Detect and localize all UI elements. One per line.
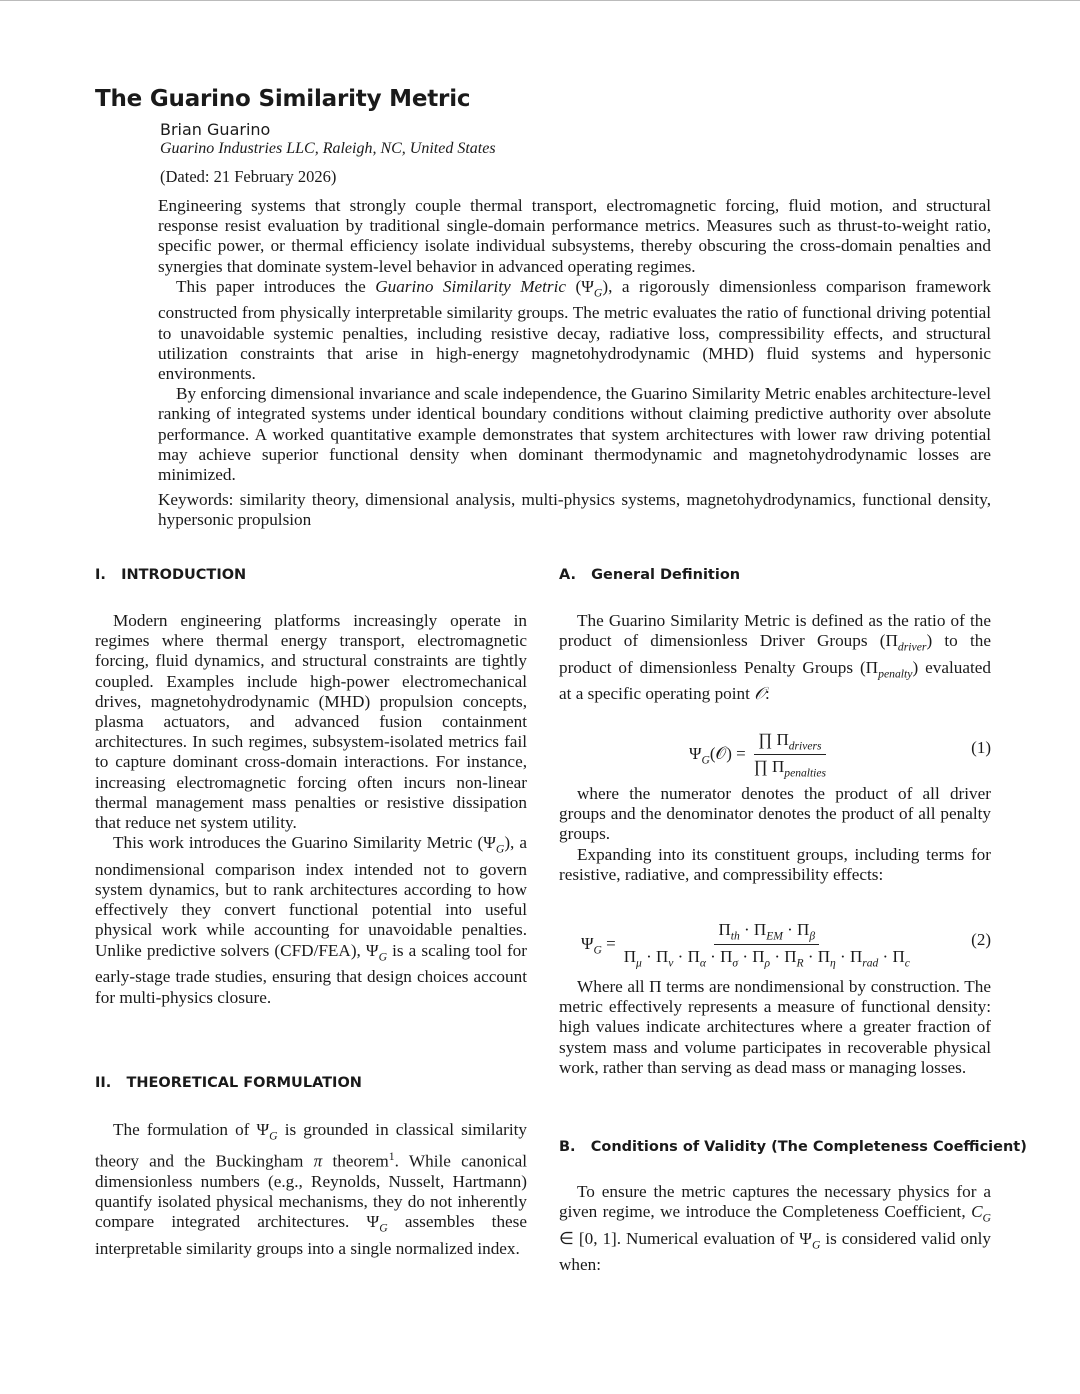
introduction-body bbox=[95, 611, 527, 1008]
text-run: ∏ Π bbox=[753, 757, 785, 777]
text-run: Engineering systems that strongly couple thermal transport, electromagnetic forcing, fluid motion, and structural response resist evaluation by traditional single-domain performance metrics. Measures such as thrust-to-weight ratio, specific power, or thermal efficiency isolate individual subsystems, thereby obscuring the cross-domain penalties and synergies that dominate system-level behavior in advanced operating regimes. bbox=[158, 196, 991, 276]
fraction bbox=[750, 730, 830, 780]
section-title: INTRODUCTION bbox=[121, 567, 247, 583]
subscript: c bbox=[904, 956, 910, 970]
subscript: G bbox=[593, 943, 602, 957]
theory-body bbox=[95, 1120, 527, 1259]
page-top-border bbox=[0, 0, 1080, 1]
text-run: ∈ [0, 1]. Numerical evaluation of Ψ bbox=[559, 1228, 812, 1248]
text-run: Ψ bbox=[581, 933, 594, 953]
text-run: where the numerator denotes the product of all driver groups and the denominator denotes the product of all penalty groups. bbox=[559, 784, 991, 844]
paragraph bbox=[95, 611, 527, 833]
equation-lhs bbox=[689, 744, 746, 766]
subscript: penalties bbox=[784, 766, 826, 780]
text-run: 𝒪 bbox=[754, 684, 766, 704]
date-line: (Dated: 21 February 2026) bbox=[160, 167, 337, 186]
denominator bbox=[620, 945, 914, 969]
section-number: II. bbox=[95, 1075, 112, 1091]
validity-body bbox=[559, 1182, 991, 1276]
text-run: Where all Π terms are nondimensional by construction. The metric effectively represents a measure of functional density: high values indicate architectures where a greater fraction of system mass and volume participates in recoverable physical work, rather than serving as dead mass or managing losses. bbox=[559, 977, 991, 1077]
subscript: EM bbox=[766, 929, 783, 943]
text-run: · Π bbox=[803, 947, 831, 967]
section-title: General Definition bbox=[591, 567, 741, 583]
text-run: (𝒪) = bbox=[709, 743, 746, 763]
text-run: · Π bbox=[673, 947, 700, 967]
equation-1 bbox=[559, 730, 991, 780]
subscript: driver bbox=[897, 640, 927, 654]
paragraph bbox=[95, 1120, 527, 1259]
subscript: σ bbox=[732, 956, 739, 970]
subscript: rad bbox=[862, 956, 879, 970]
text-run: ) to the product of dimensionless Penalty Groups (Π bbox=[559, 631, 991, 677]
subscript: G bbox=[269, 1129, 278, 1143]
text-run: This paper introduces the bbox=[176, 276, 376, 296]
paragraph bbox=[158, 196, 991, 277]
denominator bbox=[750, 755, 830, 779]
subscript: R bbox=[796, 956, 804, 970]
text-run: The formulation of Ψ bbox=[113, 1120, 270, 1139]
section-number: B. bbox=[559, 1139, 576, 1155]
paragraph bbox=[95, 833, 527, 1008]
author-name: Brian Guarino bbox=[160, 120, 271, 139]
text-run: is grounded in classical similarity theory and the Buckingham bbox=[95, 1120, 527, 1171]
text-run: C bbox=[971, 1202, 983, 1222]
numerator bbox=[714, 920, 819, 945]
subscript: drivers bbox=[788, 739, 822, 753]
author-affiliation: Guarino Industries LLC, Raleigh, NC, United States bbox=[160, 140, 496, 157]
subscript: G bbox=[378, 950, 388, 964]
subscript: η bbox=[830, 956, 836, 970]
text-run: · Π bbox=[705, 947, 733, 967]
subscript: G bbox=[379, 1221, 388, 1235]
text-run: is a scaling tool for early-stage trade studies, ensuring that design choices account for multi-physics closure. bbox=[95, 940, 527, 1007]
text-run: is considered valid only when: bbox=[559, 1228, 991, 1275]
text-run: ) evaluated at a specific operating point bbox=[559, 657, 991, 704]
text-run: . While canonical dimensionless numbers (e.g., Reynolds, Nusselt, Hartmann) quantify isolated physical mechanisms, they do not inherently compare integrated architectures. Ψ bbox=[95, 1151, 527, 1231]
paper-title: The Guarino Similarity Metric bbox=[95, 86, 471, 112]
subsection-heading-validity bbox=[559, 1139, 1027, 1155]
paragraph bbox=[559, 784, 991, 845]
subscript: G bbox=[811, 1238, 821, 1252]
text-run: theorem bbox=[322, 1151, 389, 1171]
subscript: ρ bbox=[764, 956, 771, 970]
keywords: Keywords: similarity theory, dimensional analysis, multi-physics systems, magnetohydrodynamics, functional density, hypersonic propulsion bbox=[158, 490, 991, 530]
paragraph bbox=[559, 977, 991, 1078]
text-run: Expanding into its constituent groups, including terms for resistive, radiative, and compressibility effects: bbox=[559, 844, 991, 884]
text-run: · Π bbox=[770, 947, 797, 967]
text-run: · Π bbox=[782, 920, 810, 939]
section-heading-introduction bbox=[95, 567, 246, 583]
equation-number: (2) bbox=[971, 930, 991, 949]
text-run: · Π bbox=[835, 947, 863, 967]
fraction bbox=[620, 920, 914, 970]
text-run: The Guarino Similarity Metric is defined as the ratio of the product of dimensionless Driver Groups (Π bbox=[559, 611, 991, 651]
general-definition-body-continued bbox=[559, 784, 991, 885]
text-run: Modern engineering platforms increasingly operate in regimes where thermal energy transport, electromagnetic forcing, fluid dynamics, and structural constraints are tightly coupled. Examples include high-power electromechanical drives, magnetohydrodynamic (MHD) propulsion concepts, plasma actuators, and advanced fusion containment architectures. In such regimes, subsystem-isolated metrics fail to capture dominant cross-domain interactions. For instance, increasing electromagnetic forcing often incurs non-linear thermal management mass penalties or resistive dissipation that reduce net system utility. bbox=[95, 611, 527, 833]
superscript: 1 bbox=[388, 1149, 395, 1163]
text-run: ), a nondimensional comparison index intended not to govern system dynamics, but to rank architectures according to how effectively they convert functional potential into useful physical work while accounting for unavoidable penalties. Unlike predictive solvers (CFD/FEA), Ψ bbox=[95, 833, 527, 960]
subscript: th bbox=[730, 929, 740, 943]
text-run: This work introduces the Guarino Similarity Metric (Ψ bbox=[113, 833, 496, 853]
general-definition-body-end bbox=[559, 977, 991, 1078]
text-run: Guarino Similarity Metric bbox=[375, 276, 567, 296]
subscript: v bbox=[668, 956, 674, 970]
subscript: G bbox=[701, 753, 710, 767]
text-run: · Π bbox=[641, 947, 669, 967]
text-run: Π bbox=[718, 920, 731, 939]
subscript: β bbox=[809, 929, 816, 943]
text-run: To ensure the metric captures the necessary physics for a given regime, we introduce the Completeness Coefficient, bbox=[559, 1182, 991, 1222]
text-run: = bbox=[601, 933, 616, 953]
paragraph bbox=[559, 1182, 991, 1276]
paragraph bbox=[559, 611, 991, 705]
section-number: I. bbox=[95, 567, 106, 583]
paragraph bbox=[158, 277, 991, 384]
text-run: · Π bbox=[878, 947, 905, 967]
text-run: : bbox=[765, 684, 770, 704]
section-number: A. bbox=[559, 567, 576, 583]
text-run: · Π bbox=[738, 947, 765, 967]
paragraph bbox=[158, 384, 991, 485]
subscript: G bbox=[593, 286, 603, 300]
text-run: Π bbox=[623, 947, 637, 967]
text-run: · Π bbox=[739, 920, 767, 939]
general-definition-body bbox=[559, 611, 991, 705]
text-run: (Ψ bbox=[566, 276, 594, 296]
section-title: Conditions of Validity (The Completeness Coefficient) bbox=[590, 1139, 1027, 1155]
subscript: G bbox=[495, 842, 505, 856]
subscript: penalty bbox=[878, 667, 913, 681]
text-run: π bbox=[313, 1151, 323, 1171]
text-run: Ψ bbox=[689, 743, 702, 763]
section-title: THEORETICAL FORMULATION bbox=[126, 1075, 362, 1091]
text-run: By enforcing dimensional invariance and scale independence, the Guarino Similarity Metric enables architecture-level ranking of integrated systems under identical boundary conditions without claiming predictive authority over absolute performance. A worked quantitative example demonstrates that system architectures with lower raw driving potential may achieve superior functional density when dominant thermodynamic and magnetohydrodynamic losses are minimized. bbox=[158, 384, 991, 485]
text-run: assembles these interpretable similarity groups into a single normalized index. bbox=[95, 1211, 527, 1258]
subscript: G bbox=[982, 1211, 991, 1225]
text-run: ∏ Π bbox=[758, 730, 789, 749]
subsection-heading-general-definition bbox=[559, 567, 740, 583]
equation-lhs bbox=[581, 934, 616, 956]
subscript: μ bbox=[636, 956, 642, 970]
equation-number: (1) bbox=[971, 738, 991, 757]
subscript: α bbox=[699, 956, 706, 970]
numerator bbox=[754, 730, 825, 755]
paragraph bbox=[559, 845, 991, 885]
abstract bbox=[158, 196, 991, 485]
equation-2 bbox=[559, 920, 991, 970]
text-run: ), a rigorously dimensionless comparison framework constructed from physically interpretable similarity groups. The metric evaluates the ratio of functional driving potential to unavoidable systemic penalties, including resistive decay, radiative loss, compressibility effects, and structural utilization constraints that arise in high-energy magnetohydrodynamic (MHD) fluid systems and hypersonic environments. bbox=[158, 276, 991, 384]
section-heading-theory bbox=[95, 1075, 362, 1091]
